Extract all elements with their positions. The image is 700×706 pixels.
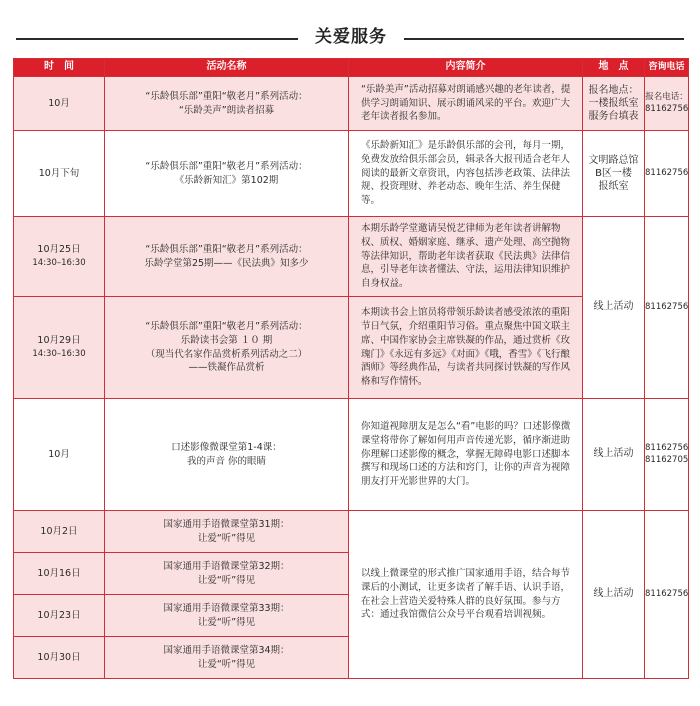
row-description: 本期读书会上馆员将带领乐龄读者感受浓浓的重阳节日气氛，介绍重阳节习俗。重点聚焦中国文联主席、中国作家协会主席铁凝的作品，通过赏析《玫瑰门》《永远有多远》《对面》《哦，香雪》《飞行酿酒师》等经典作品，与读者共同探讨铁凝的写作风格和写作情怀。 [349,297,583,399]
row-description: “乐龄美声”活动招募对朗诵感兴趣的老年读者，提供学习朗诵知识、展示朗诵风采的平台。欢迎广大老年读者报名参加。 [349,77,583,131]
name-line: 乐龄读书会第 １０ 期 [180,334,273,346]
name-line: 国家通用手语微课堂第32期： [163,560,290,572]
header-row [14,59,689,77]
row-time [14,297,105,399]
row-place: 线上活动 [583,399,645,511]
name-line: 国家通用手语微课堂第33期： [163,602,290,614]
row-activity-name [105,399,349,511]
title-divider-left [16,38,298,40]
header-desc: 内容简介 [349,59,583,77]
row-time: 10月 [14,77,105,131]
title-bar [12,8,688,58]
place-line: 服务台填表 [588,111,639,122]
title-divider-right [404,38,684,40]
time-line: 14:30–16:30 [32,349,86,360]
phone-line: 81162756 [645,103,689,114]
name-line: 国家通用手语微课堂第31期： [163,518,290,530]
row-description: 本期乐龄学堂邀请吴悦艺律师为老年读者讲解物权、质权、婚姻家庭、继承、遗产处理、高空抛物等法律知识，帮助老年读者获取《民法典》法律信息，引导老年读者懂法、守法，运用法律知识维护自身权益。 [349,217,583,297]
row-phone: 81162756 [645,217,689,399]
name-line: “乐龄俱乐部”重阳“敬老月”系列活动： [145,90,308,102]
header-time: 时 间 [14,59,105,77]
row-time [14,217,105,297]
row-phone: 81162756 [645,511,689,679]
time-line: 10月25日 [37,244,81,256]
row-activity-name [105,511,349,553]
place-line: 报纸室 [598,181,629,192]
row-place [583,77,645,131]
row-time: 10月30日 [14,637,105,679]
name-line: 我的声音 你的眼睛 [186,455,267,467]
row-place: 线上活动 [583,217,645,399]
name-line: 口述影像微课堂第1-4课： [171,441,282,453]
header-place: 地 点 [583,59,645,77]
row-time: 10月 [14,399,105,511]
header-name: 活动名称 [105,59,349,77]
page-title: 关爱服务 [315,27,387,47]
table-row [14,77,689,131]
phone-line: 81162756 [645,443,689,454]
row-phone [645,77,689,131]
name-line: 乐龄学堂第25期——《民法典》知多少 [144,257,309,269]
row-activity-name [105,297,349,399]
table-row [14,131,689,217]
row-activity-name [105,77,349,131]
row-place: 线上活动 [583,511,645,679]
row-activity-name [105,131,349,217]
header-phone: 咨询电话 [645,59,689,77]
table-row [14,399,689,511]
row-time: 10月23日 [14,595,105,637]
time-line: 10月29日 [37,335,81,347]
name-line: ——铁凝作品赏析 [188,362,265,374]
name-line: “乐龄俱乐部”重阳“敬老月”系列活动： [145,160,308,172]
name-line: “乐龄美声”朗读者招募 [178,104,275,116]
name-line: 让爱“听”得见 [197,616,256,628]
table-row [14,217,689,297]
service-table [13,58,689,679]
row-phone: 81162756 [645,131,689,217]
row-activity-name [105,595,349,637]
name-line: 《乐龄新知汇》第102期 [174,174,279,186]
row-time: 10月2日 [14,511,105,553]
row-time: 10月16日 [14,553,105,595]
row-description: 《乐龄新知汇》是乐龄俱乐部的会刊，每月一期，免费发放给俱乐部会员，辑录各大报刊适合老年人阅读的最新文章资讯，内容包括涉老政策、法律法规、投资理财、养老动态、晚年生活、养生保健等。 [349,131,583,217]
phone-line: 报名电话： [645,92,688,103]
place-line: B区一楼 [595,168,632,179]
name-line: “乐龄俱乐部”重阳“敬老月”系列活动： [145,320,308,332]
row-phone [645,399,689,511]
name-line: 让爱“听”得见 [197,532,256,544]
phone-line: 81162705 [645,454,689,465]
time-line: 14:30–16:30 [32,258,86,269]
row-description: 以线上微课堂的形式推广国家通用手语，结合每节课后的小测试，让更多读者了解手语、认识手语，在社会上营造关爱特殊人群的良好氛围。参与方式：通过我馆微信公众号平台观看培训视频。 [349,511,583,679]
table-row [14,511,689,553]
place-line: 一楼报纸室 [588,98,639,109]
row-description: 你知道视障朋友是怎么“看”电影的吗？口述影像微课堂将带你了解如何用声音传递光影，循序渐进助你理解口述影像的概念，掌握无障碍电影口述脚本撰写和现场口述的方法和窍门，让你的声音为视障朋友打开光影世界的大门。 [349,399,583,511]
name-line: 让爱“听”得见 [197,574,256,586]
row-activity-name [105,637,349,679]
place-line: 文明路总馆 [588,155,639,166]
row-place [583,131,645,217]
row-activity-name [105,217,349,297]
place-line: 报名地点： [588,85,639,96]
row-time: 10月下旬 [14,131,105,217]
name-line: 让爱“听”得见 [197,658,256,670]
name-line: 国家通用手语微课堂第34期： [163,644,290,656]
row-activity-name [105,553,349,595]
name-line: “乐龄俱乐部”重阳“敬老月”系列活动： [145,243,308,255]
name-line: （现当代名家作品赏析系列活动之二） [145,348,308,360]
